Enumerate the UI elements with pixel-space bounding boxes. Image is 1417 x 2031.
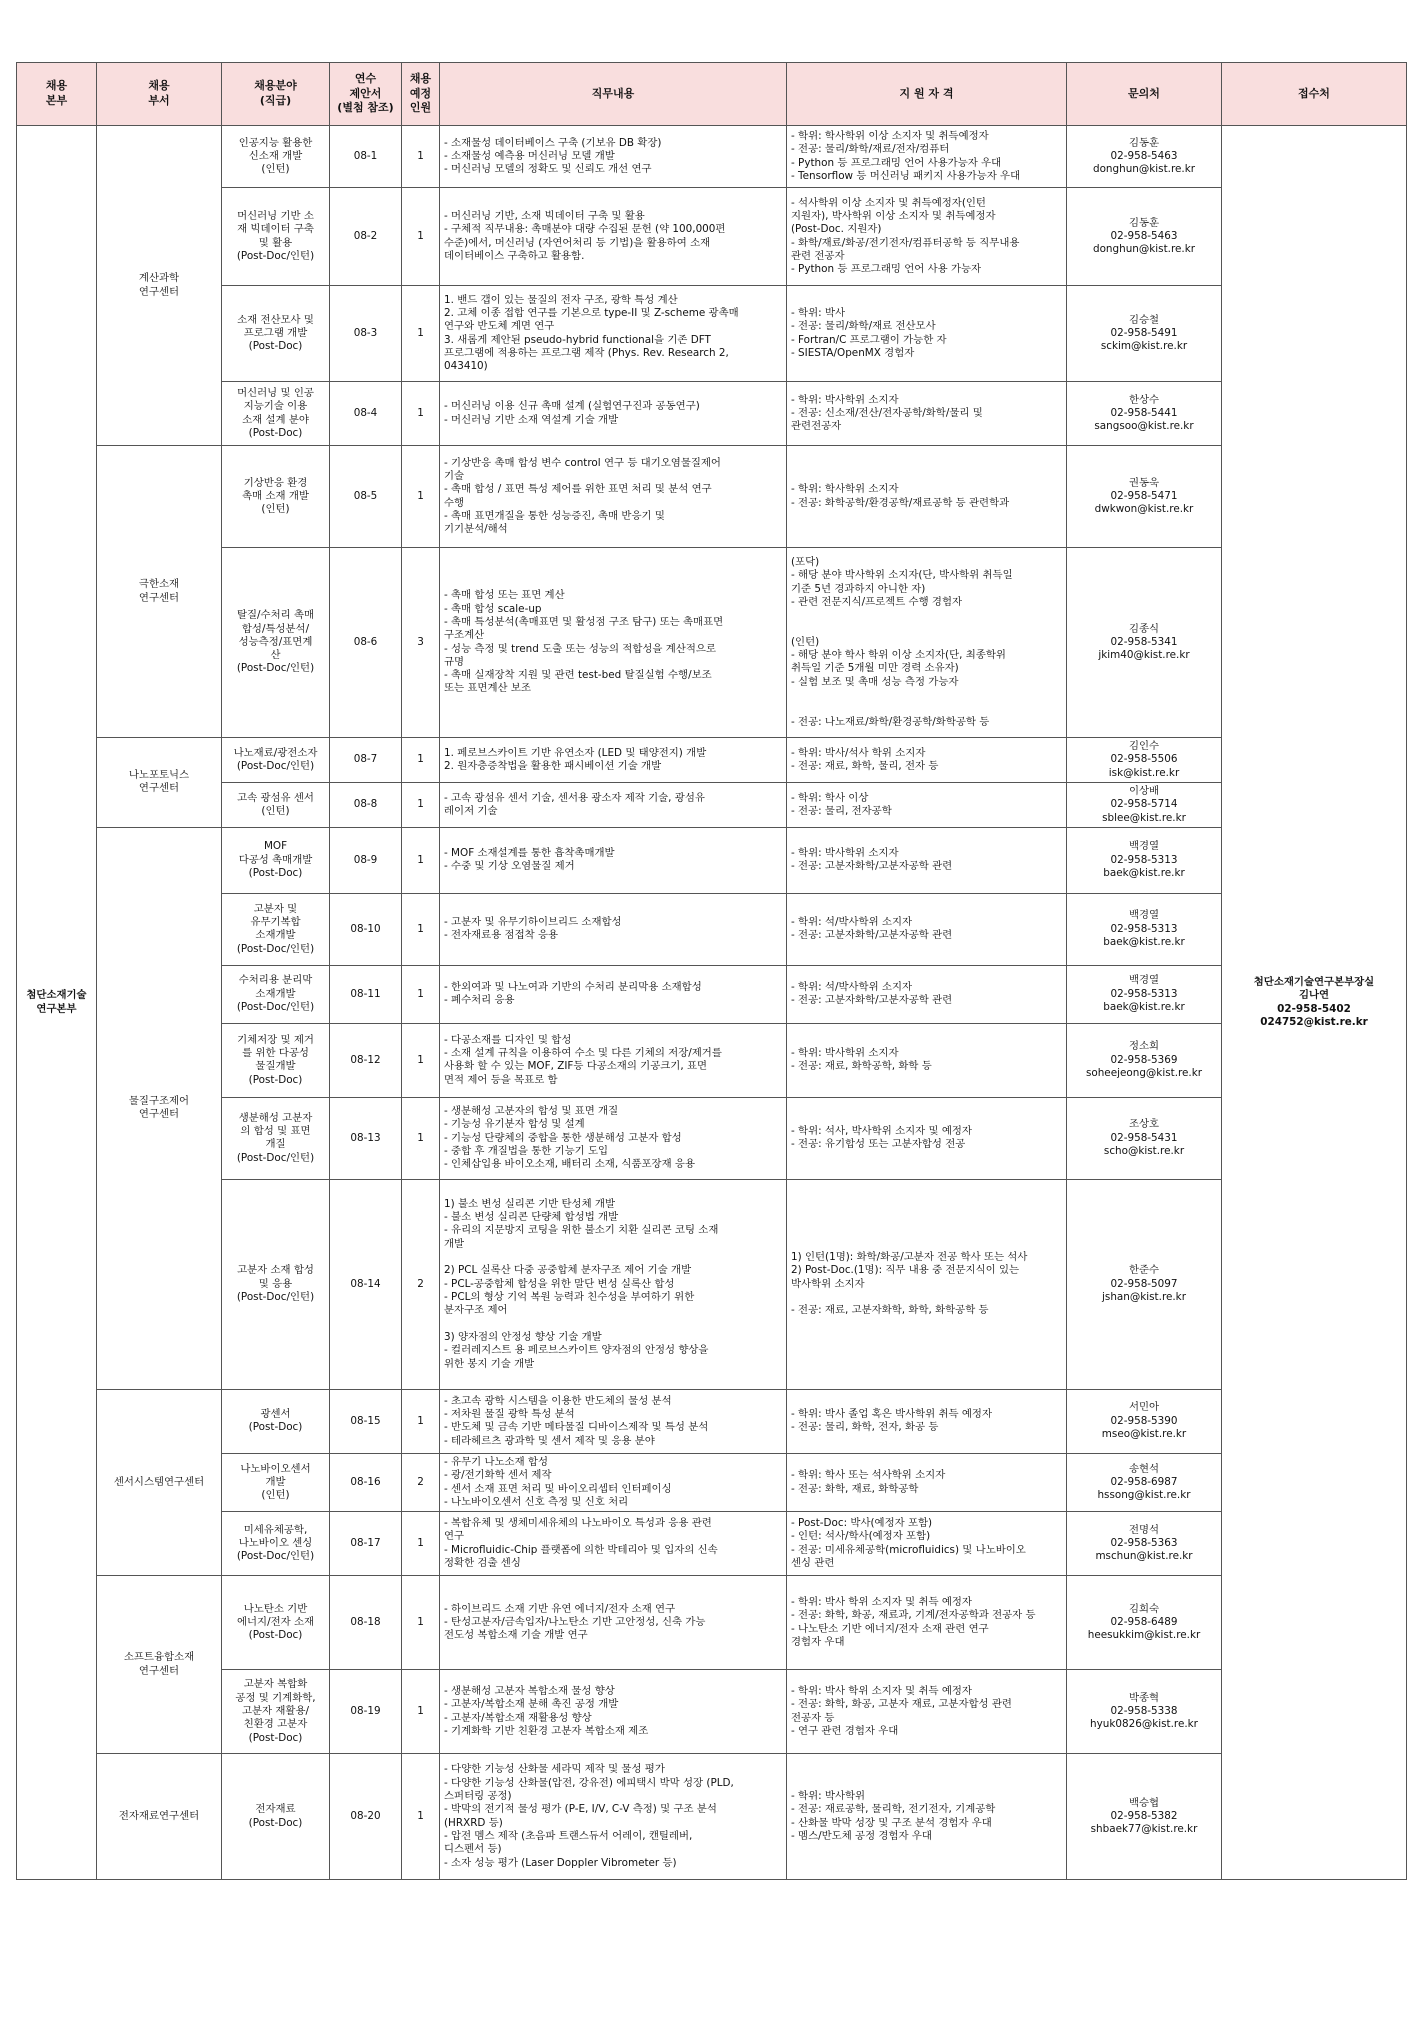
proposal-code: 08-2 [330, 188, 402, 286]
reception-office [1222, 126, 1407, 1880]
table-row [17, 1023, 1407, 1097]
header-contact: 문의처 [1067, 63, 1222, 126]
header-code: 연수 제안서 (별첨 참조) [330, 63, 402, 126]
qualifications: 1) 인턴(1명): 화학/화공/고분자 전공 학사 또는 석사 2) Post-Doc.(1명): 직무 내용 중 전문지식이 있는 박사학위 소지자 - 전공: 재료, 고분자화학, 화학, 화학공학 등 [787, 1179, 1067, 1389]
contact-info: 정소희 02-958-5369 soheejeong@kist.re.kr [1067, 1023, 1222, 1097]
proposal-code: 08-3 [330, 286, 402, 382]
reception-email: 024752@kist.re.kr [1260, 1015, 1368, 1028]
job-duties: - 소재물성 데이터베이스 구축 (기보유 DB 확장) - 소재물성 예측용 머신러닝 모델 개발 - 머신러닝 모델의 정확도 및 신뢰도 개선 연구 [440, 126, 787, 188]
table-row [17, 782, 1407, 827]
proposal-code: 08-7 [330, 738, 402, 783]
job-duties: - 고분자 및 유무기하이브리드 소재합성 - 전자재료용 점접착 응용 [440, 893, 787, 965]
contact-info: 백경열 02-958-5313 baek@kist.re.kr [1067, 893, 1222, 965]
department-name: 소프트융합소재 연구센터 [97, 1576, 222, 1754]
header-reception: 접수처 [1222, 63, 1407, 126]
qualifications: - Post-Doc: 박사(예정자 포함) - 인턴: 석사/학사(예정자 포함) - 전공: 미세유체공학(microfluidics) 및 나노바이오 센싱 관련 [787, 1512, 1067, 1576]
position-field: 미세유체공학, 나노바이오 센싱 (Post-Doc/인턴) [222, 1512, 330, 1576]
proposal-code: 08-15 [330, 1389, 402, 1453]
job-duties: - 생분해성 고분자 복합소재 물성 향상 - 고분자/복합소재 분해 촉진 공정 개발 - 고분자/복합소재 재활용성 향상 - 기계화학 기반 친환경 고분자 복합소재 제조 [440, 1670, 787, 1754]
hiring-count: 1 [402, 782, 440, 827]
position-field: 광센서 (Post-Doc) [222, 1389, 330, 1453]
position-field: 머신러닝 및 인공 지능기술 이용 소재 설계 분야 (Post-Doc) [222, 382, 330, 446]
position-field: 소재 전산모사 및 프로그램 개발 (Post-Doc) [222, 286, 330, 382]
hiring-count: 1 [402, 738, 440, 783]
reception-dept: 첨단소재기술연구본부장실 [1253, 975, 1375, 988]
proposal-code: 08-4 [330, 382, 402, 446]
job-duties: - 머신러닝 기반, 소재 빅데이터 구축 및 활용 - 구체적 직무내용: 촉매분야 대량 수집된 문헌 (약 100,000편 수준)에서, 머신러닝 (자연어처리 등 기법)을 활용하여 소재 데이터베이스 구축하고 활용함. [440, 188, 787, 286]
qualifications: - 학위: 박사학위 소지자 - 전공: 신소재/전산/전자공학/화학/물리 및 관련전공자 [787, 382, 1067, 446]
department-name: 물질구조제어 연구센터 [97, 827, 222, 1389]
contact-info: 백경열 02-958-5313 baek@kist.re.kr [1067, 965, 1222, 1023]
job-duties: - 하이브리드 소재 기반 유연 에너지/전자 소재 연구 - 탄성고분자/금속입자/나노탄소 기반 고안정성, 신축 가능 전도성 복합소재 기술 개발 연구 [440, 1576, 787, 1670]
department-name: 전자재료연구센터 [97, 1754, 222, 1880]
qualifications: - 학위: 박사학위 소지자 - 전공: 고분자화학/고분자공학 관련 [787, 827, 1067, 893]
contact-info: 김종식 02-958-5341 jkim40@kist.re.kr [1067, 548, 1222, 738]
job-duties: 1) 불소 변성 실리콘 기반 탄성체 개발 - 불소 변성 실리콘 단량체 합성법 개발 - 유리의 지문방지 코팅을 위한 불소기 치환 실리콘 코팅 소재 개발 2) PCL 실록산 다중 공중합체 분자구조 제어 기술 개발 - PCL-공중합체 합성을 위한 말단 변성 실록산 합성 - PCL의 형상 기억 복원 능력과 친수성을 부여하기 위한 분자구조 제어 3) 양자점의 안정성 향상 기술 개발 - 컬러레지스트 용 페로브스카이트 양자점의 안정성 향상을 위한 봉지 기술 개발 [440, 1179, 787, 1389]
hiring-count: 2 [402, 1179, 440, 1389]
proposal-code: 08-19 [330, 1670, 402, 1754]
job-duties: - MOF 소재설계를 통한 흡착촉매개발 - 수중 및 기상 오염물질 제거 [440, 827, 787, 893]
qualifications: - 학위: 학사 이상 - 전공: 물리, 전자공학 [787, 782, 1067, 827]
job-duties: 1. 밴드 갭이 있는 물질의 전자 구조, 광학 특성 계산 2. 고체 이종 접합 연구를 기본으로 type-II 및 Z-scheme 광촉매 연구와 반도체 계면 연구 3. 새롭게 제안된 pseudo-hybrid functional을 기존 DFT 프로그램에 적용하는 프로그램 제작 (Phys. Rev. Research 2, 043410) [440, 286, 787, 382]
table-row [17, 286, 1407, 382]
hiring-count: 1 [402, 1023, 440, 1097]
qualifications: - 학위: 석사, 박사학위 소지자 및 예정자 - 전공: 유기합성 또는 고분자합성 전공 [787, 1097, 1067, 1179]
contact-info: 조상호 02-958-5431 scho@kist.re.kr [1067, 1097, 1222, 1179]
contact-info: 김인수 02-958-5506 isk@kist.re.kr [1067, 738, 1222, 783]
table-row [17, 1576, 1407, 1670]
qualifications: - 학위: 석/박사학위 소지자 - 전공: 고분자화학/고분자공학 관련 [787, 893, 1067, 965]
contact-info: 송현석 02-958-6987 hssong@kist.re.kr [1067, 1453, 1222, 1511]
reception-phone: 02-958-5402 [1277, 1002, 1351, 1015]
proposal-code: 08-14 [330, 1179, 402, 1389]
qualifications: - 학위: 석/박사학위 소지자 - 전공: 고분자화학/고분자공학 관련 [787, 965, 1067, 1023]
qualifications: - 학위: 학사학위 소지자 - 전공: 화학공학/환경공학/재료공학 등 관련학과 [787, 446, 1067, 548]
position-field: 나노탄소 기반 에너지/전자 소재 (Post-Doc) [222, 1576, 330, 1670]
contact-info: 한준수 02-958-5097 jshan@kist.re.kr [1067, 1179, 1222, 1389]
position-field: 머신러닝 기반 소 재 빅데이터 구축 및 활용 (Post-Doc/인턴) [222, 188, 330, 286]
hiring-count: 1 [402, 893, 440, 965]
header-hq: 채용 본부 [17, 63, 97, 126]
table-row [17, 1097, 1407, 1179]
job-duties: - 다공소재를 디자인 및 합성 - 소재 설계 규칙을 이용하여 수소 및 다른 기체의 저장/제거를 사용화 할 수 있는 MOF, ZIF등 다공소재의 기공크기, 표면 면적 제어 등을 목표로 함 [440, 1023, 787, 1097]
hiring-count: 1 [402, 286, 440, 382]
hiring-count: 2 [402, 1453, 440, 1511]
hiring-count: 1 [402, 1754, 440, 1880]
position-field: 인공지능 활용한 신소재 개발 (인턴) [222, 126, 330, 188]
hiring-count: 1 [402, 382, 440, 446]
hiring-count: 1 [402, 1670, 440, 1754]
position-field: 나노재료/광전소자 (Post-Doc/인턴) [222, 738, 330, 783]
position-field: 수처리용 분리막 소재개발 (Post-Doc/인턴) [222, 965, 330, 1023]
position-field: 전자재료 (Post-Doc) [222, 1754, 330, 1880]
table-row [17, 382, 1407, 446]
table-row [17, 188, 1407, 286]
table-row [17, 827, 1407, 893]
position-field: 나노바이오센서 개발 (인턴) [222, 1453, 330, 1511]
proposal-code: 08-10 [330, 893, 402, 965]
qualifications: (포닥) - 해당 분야 박사학위 소지자(단, 박사학위 취득일 기준 5년 경과하지 아니한 자) - 관련 전문지식/프로젝트 수행 경험자 (인턴) - 해당 분야 학사 학위 이상 소지자(단, 최종학위 취득일 기준 5개월 미만 경력 소유자) - 실험 보조 및 촉매 성능 측정 가능자 - 전공: 나노재료/화학/환경공학/화학공학 등 [787, 548, 1067, 738]
table-row [17, 1179, 1407, 1389]
contact-info: 권동욱 02-958-5471 dwkwon@kist.re.kr [1067, 446, 1222, 548]
job-duties: - 초고속 광학 시스템을 이용한 반도체의 물성 분석 - 저차원 물질 광학 특성 분석 - 반도체 및 금속 기반 메타물질 디바이스제작 및 특성 분석 - 테라헤르츠 광과학 및 센서 제작 및 응용 분야 [440, 1389, 787, 1453]
header-field: 채용분야 (직급) [222, 63, 330, 126]
qualifications: - 학위: 박사 학위 소지자 및 취득 예정자 - 전공: 화학, 화공, 재료과, 기계/전자공학과 전공자 등 - 나노탄소 기반 에너지/전자 소재 관련 연구 경험자 우대 [787, 1576, 1067, 1670]
table-row [17, 1754, 1407, 1880]
proposal-code: 08-17 [330, 1512, 402, 1576]
hiring-count: 1 [402, 188, 440, 286]
table-row [17, 126, 1407, 188]
qualifications: - 학위: 박사학위 소지자 - 전공: 재료, 화학공학, 화학 등 [787, 1023, 1067, 1097]
department-name: 센서시스템연구센터 [97, 1389, 222, 1575]
job-duties: - 기상반응 촉매 합성 변수 control 연구 등 대기오염물질제어 기술 - 촉매 합성 / 표면 특성 제어를 위한 표면 처리 및 분석 연구 수행 - 촉매 표면개질을 통한 성능증진, 촉매 반응기 및 기기분석/해석 [440, 446, 787, 548]
contact-info: 전명석 02-958-5363 mschun@kist.re.kr [1067, 1512, 1222, 1576]
header-dept: 채용 부서 [97, 63, 222, 126]
position-field: MOF 다공성 촉매개발 (Post-Doc) [222, 827, 330, 893]
job-duties: - 촉매 합성 또는 표면 계산 - 촉매 합성 scale-up - 촉매 특성분석(촉매표면 및 활성점 구조 탐구) 또는 촉매표면 구조계산 - 성능 측정 및 trend 도출 또는 성능의 적합성을 계산적으로 규명 - 촉매 실재장착 지원 및 관련 test-bed 탈질실험 수행/보조 또는 표면계산 보조 [440, 548, 787, 738]
hiring-count: 1 [402, 1576, 440, 1670]
department-name: 계산과학 연구센터 [97, 126, 222, 446]
job-duties: - 유무기 나노소재 합성 - 광/전기화학 센서 제작 - 센서 소재 표면 처리 및 바이오리셉터 인터페이싱 - 나노바이오센서 신호 측정 및 신호 처리 [440, 1453, 787, 1511]
job-duties: - 생분해성 고분자의 합성 및 표면 개질 - 기능성 유기분자 합성 및 설계 - 기능성 단량체의 중합을 통한 생분해성 고분자 합성 - 중합 후 개질법을 통한 기능기 도입 - 인체삽입용 바이오소재, 배터리 소재, 식품포장재 응용 [440, 1097, 787, 1179]
table-body [17, 126, 1407, 1880]
proposal-code: 08-20 [330, 1754, 402, 1880]
table-row [17, 446, 1407, 548]
table-row [17, 893, 1407, 965]
position-field: 고분자 및 유무기복합 소재개발 (Post-Doc/인턴) [222, 893, 330, 965]
table-row [17, 738, 1407, 783]
contact-info: 한상수 02-958-5441 sangsoo@kist.re.kr [1067, 382, 1222, 446]
header-quals: 지 원 자 격 [787, 63, 1067, 126]
hiring-count: 1 [402, 1512, 440, 1576]
contact-info: 김희숙 02-958-6489 heesukkim@kist.re.kr [1067, 1576, 1222, 1670]
qualifications: - 학위: 박사학위 - 전공: 재료공학, 물리학, 전기전자, 기계공학 - 산화물 박막 성장 및 구조 분석 경험자 우대 - 멤스/반도체 공정 경험자 우대 [787, 1754, 1067, 1880]
position-field: 탈질/수처리 촉매 합성/특성분석/ 성능측정/표면계 산 (Post-Doc/인턴) [222, 548, 330, 738]
hiring-count: 1 [402, 126, 440, 188]
proposal-code: 08-9 [330, 827, 402, 893]
hiring-count: 1 [402, 1389, 440, 1453]
proposal-code: 08-12 [330, 1023, 402, 1097]
table-row [17, 965, 1407, 1023]
contact-info: 김승철 02-958-5491 sckim@kist.re.kr [1067, 286, 1222, 382]
qualifications: - 학위: 박사 졸업 혹은 박사학위 취득 예정자 - 전공: 물리, 화학, 전자, 화공 등 [787, 1389, 1067, 1453]
proposal-code: 08-13 [330, 1097, 402, 1179]
hiring-count: 3 [402, 548, 440, 738]
job-duties: - 복합유체 및 생체미세유체의 나노바이오 특성과 응용 관련 연구 - Microfluidic-Chip 플랫폼에 의한 박테리아 및 입자의 신속 정확한 검출 센싱 [440, 1512, 787, 1576]
table-row [17, 1670, 1407, 1754]
qualifications: - 학위: 학사학위 이상 소지자 및 취득예정자 - 전공: 물리/화학/재료/전자/컴퓨터 - Python 등 프로그래밍 언어 사용가능자 우대 - Tensorflow 등 머신러닝 패키지 사용가능자 우대 [787, 126, 1067, 188]
job-duties: 1. 페로브스카이트 기반 유연소자 (LED 및 태양전지) 개발 2. 원자층증착법을 활용한 패시베이션 기술 개발 [440, 738, 787, 783]
contact-info: 박종혁 02-958-5338 hyuk0826@kist.re.kr [1067, 1670, 1222, 1754]
qualifications: - 학위: 박사/석사 학위 소지자 - 전공: 재료, 화학, 물리, 전자 등 [787, 738, 1067, 783]
table-row [17, 1453, 1407, 1511]
table-row [17, 548, 1407, 738]
qualifications: - 석사학위 이상 소지자 및 취득예정자(인턴 지원자), 박사학위 이상 소지자 및 취득예정자 (Post-Doc. 지원자) - 화학/재료/화공/전기전자/컴퓨터공학 등 직무내용 관련 전공자 - Python 등 프로그래밍 언어 사용 가능자 [787, 188, 1067, 286]
proposal-code: 08-6 [330, 548, 402, 738]
position-field: 생분해성 고분자 의 합성 및 표면 개질 (Post-Doc/인턴) [222, 1097, 330, 1179]
hiring-count: 1 [402, 1097, 440, 1179]
reception-name: 김나연 [1298, 989, 1330, 1002]
job-duties: - 다양한 기능성 산화물 세라믹 제작 및 물성 평가 - 다양한 기능성 산화물(압전, 강유전) 에피택시 박막 성장 (PLD, 스퍼터링 공정) - 박막의 전기적 물성 평가 (P-E, I/V, C-V 측정) 및 구조 분석 (HRXRD 등) - 압전 멤스 제작 (초음파 트랜스듀서 어레이, 캔틸레버, 디스펜서 등) - 소자 성능 평가 (Laser Doppler Vibrometer 등) [440, 1754, 787, 1880]
hq-name: 첨단소재기술 연구본부 [17, 126, 97, 1880]
job-duties: - 한외여과 및 나노여과 기반의 수처리 분리막용 소재합성 - 폐수처리 응용 [440, 965, 787, 1023]
header-count: 채용 예정 인원 [402, 63, 440, 126]
position-field: 기체저장 및 제거 를 위한 다공성 물질개발 (Post-Doc) [222, 1023, 330, 1097]
proposal-code: 08-5 [330, 446, 402, 548]
proposal-code: 08-18 [330, 1576, 402, 1670]
department-name: 극한소재 연구센터 [97, 446, 222, 738]
table-row [17, 1512, 1407, 1576]
contact-info: 백승협 02-958-5382 shbaek77@kist.re.kr [1067, 1754, 1222, 1880]
hiring-count: 1 [402, 827, 440, 893]
position-field: 고분자 복합화 공정 및 기계화학, 고분자 재활용/ 친환경 고분자 (Post-Doc) [222, 1670, 330, 1754]
contact-info: 김동훈 02-958-5463 donghun@kist.re.kr [1067, 188, 1222, 286]
contact-info: 서민아 02-958-5390 mseo@kist.re.kr [1067, 1389, 1222, 1453]
position-field: 기상반응 환경 촉매 소재 개발 (인턴) [222, 446, 330, 548]
hiring-count: 1 [402, 965, 440, 1023]
contact-info: 백경열 02-958-5313 baek@kist.re.kr [1067, 827, 1222, 893]
proposal-code: 08-11 [330, 965, 402, 1023]
qualifications: - 학위: 박사 - 전공: 물리/화학/재료 전산모사 - Fortran/C 프로그램이 가능한 자 - SIESTA/OpenMX 경험자 [787, 286, 1067, 382]
position-field: 고분자 소재 합성 및 응용 (Post-Doc/인턴) [222, 1179, 330, 1389]
table-header [17, 63, 1407, 126]
recruitment-table [16, 62, 1407, 1880]
department-name: 나노포토닉스 연구센터 [97, 738, 222, 828]
proposal-code: 08-8 [330, 782, 402, 827]
contact-info: 김동훈 02-958-5463 donghun@kist.re.kr [1067, 126, 1222, 188]
header-duties: 직무내용 [440, 63, 787, 126]
qualifications: - 학위: 박사 학위 소지자 및 취득 예정자 - 전공: 화학, 화공, 고분자 재료, 고분자합성 관련 전공자 등 - 연구 관련 경험자 우대 [787, 1670, 1067, 1754]
table-row [17, 1389, 1407, 1453]
hiring-count: 1 [402, 446, 440, 548]
proposal-code: 08-16 [330, 1453, 402, 1511]
job-duties: - 고속 광섬유 센서 기술, 센서용 광소자 제작 기술, 광섬유 레이저 기술 [440, 782, 787, 827]
qualifications: - 학위: 학사 또는 석사학위 소지자 - 전공: 화학, 재료, 화학공학 [787, 1453, 1067, 1511]
position-field: 고속 광섬유 센서 (인턴) [222, 782, 330, 827]
job-duties: - 머신러닝 이용 신규 촉매 설계 (실험연구진과 공동연구) - 머신러닝 기반 소재 역설계 기술 개발 [440, 382, 787, 446]
contact-info: 이상배 02-958-5714 sblee@kist.re.kr [1067, 782, 1222, 827]
proposal-code: 08-1 [330, 126, 402, 188]
